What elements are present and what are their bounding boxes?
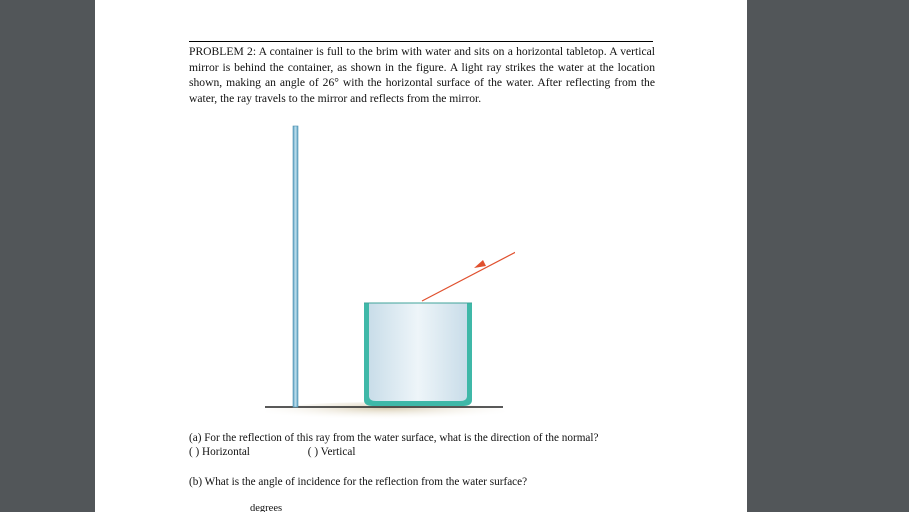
question-b: (b) What is the angle of incidence for the reflection from the water surface? — [189, 476, 528, 488]
light-ray — [422, 242, 515, 301]
figure — [265, 120, 515, 422]
problem-statement: PROBLEM 2: A container is full to the brim with water and sits on a horizontal tabletop. A vertical mirror is behind the container, as shown in the figure. A light ray strikes the water at the location shown, making an angle of 26° with the horizontal surface of the water. After reflecting from the water, the ray travels to the mirror and reflects from the mirror. — [189, 45, 655, 105]
ray-arrow-icon — [474, 260, 486, 268]
answer-units: degrees — [250, 503, 283, 512]
question-a-options — [189, 446, 355, 458]
question-a: (a) For the reflection of this ray from the water surface, what is the direction of the normal? — [189, 432, 599, 444]
option-horizontal[interactable]: ( ) Horizontal — [189, 446, 250, 458]
header-rule — [189, 41, 653, 42]
water — [369, 303, 467, 401]
option-vertical[interactable]: ( ) Vertical — [307, 446, 356, 458]
document-page — [95, 0, 747, 512]
vertical-mirror — [293, 126, 298, 407]
